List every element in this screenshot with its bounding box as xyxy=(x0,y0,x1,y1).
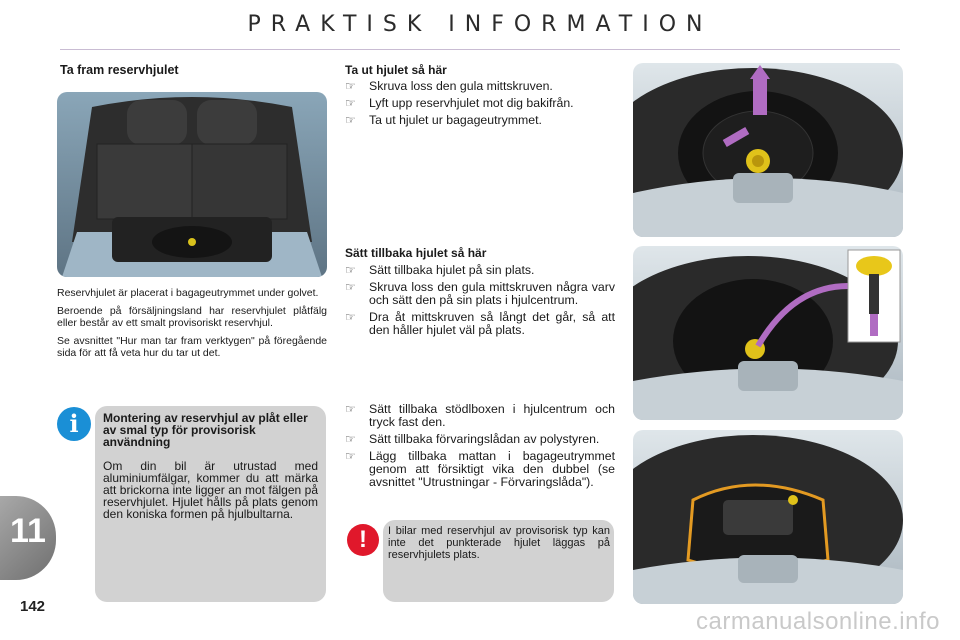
exclamation-icon: ! xyxy=(347,524,379,556)
watermark: carmanualsonline.info xyxy=(696,608,940,635)
pointing-hand-icon: ☞ xyxy=(345,263,356,277)
wheel-refit-photo xyxy=(633,246,903,420)
list-item: ☞ Dra åt mittskruven så långt det går, så att den håller hjulet väl på plats. xyxy=(345,310,615,337)
storage-box-photo xyxy=(633,430,903,604)
chapter-number: 11 xyxy=(10,512,46,550)
paragraph-variants: Beroende på försäljningsland har reservhjulet plåtfälg eller består av ett smalt provisoriskt reservhjul. xyxy=(57,305,327,329)
pointing-hand-icon: ☞ xyxy=(345,432,356,446)
pointing-hand-icon: ☞ xyxy=(345,449,356,463)
refit-steps-continued xyxy=(345,403,615,493)
pointing-hand-icon: ☞ xyxy=(345,402,356,416)
info-callout-title: Montering av reservhjul av plåt eller av smal typ för provisorisk användning xyxy=(103,411,308,449)
chapter-tab xyxy=(0,496,56,580)
header-divider xyxy=(60,49,900,50)
list-item: ☞ Sätt tillbaka hjulet på sin plats. xyxy=(345,263,535,277)
info-icon: i xyxy=(57,407,91,441)
list-item: ☞ Lyft upp reservhjulet mot dig bakifrån. xyxy=(345,96,574,110)
remove-steps xyxy=(345,80,615,131)
section-title-refit: Sätt tillbaka hjulet så här xyxy=(345,246,487,260)
spare-wheel-description xyxy=(57,287,327,365)
pointing-hand-icon: ☞ xyxy=(345,96,356,110)
pointing-hand-icon: ☞ xyxy=(345,310,356,324)
refit-steps xyxy=(345,264,615,341)
list-item: ☞ Skruva loss den gula mittskruven. xyxy=(345,79,553,93)
list-item: ☞ Sätt tillbaka stödlboxen i hjulcentrum och tryck fast den. xyxy=(345,402,615,429)
paragraph-reference: Se avsnittet "Hur man tar fram verktygen" på föregående sida för att få veta hur du tar ut det. xyxy=(57,335,327,359)
warning-callout-text: I bilar med reservhjul av provisorisk typ kan inte det punkterade hjulet läggas på reservhjulets plats. xyxy=(388,525,610,561)
info-callout xyxy=(95,406,326,602)
pointing-hand-icon: ☞ xyxy=(345,113,356,127)
paragraph-location: Reservhjulet är placerat i bagageutrymmet under golvet. xyxy=(57,287,319,299)
page-number: 142 xyxy=(20,598,46,615)
list-item: ☞ Ta ut hjulet ur bagageutrymmet. xyxy=(345,113,542,127)
warning-callout xyxy=(383,520,614,602)
trunk-photo xyxy=(57,92,327,277)
wheel-removal-photo xyxy=(633,63,903,237)
section-title-remove: Ta ut hjulet så här xyxy=(345,63,447,77)
section-title-spare-wheel: Ta fram reservhjulet xyxy=(60,63,179,77)
list-item: ☞ Skruva loss den gula mittskruven några varv och sätt den på sin plats i hjulcentrum. xyxy=(345,280,615,307)
list-item: ☞ Lägg tillbaka mattan i bagageutrymmet genom att försiktigt vika den dubbel (se avsnittet "Utrustningar - Förvaringslåda"). xyxy=(345,449,615,489)
pointing-hand-icon: ☞ xyxy=(345,280,356,294)
page-header xyxy=(0,0,960,52)
pointing-hand-icon: ☞ xyxy=(345,79,356,93)
page-title: PRAKTISK INFORMATION xyxy=(247,12,713,37)
list-item: ☞ Sätt tillbaka förvaringslådan av polystyren. xyxy=(345,432,600,446)
info-callout-text: Om din bil är utrustad med aluminiumfälgar, kommer du att märka att brickorna inte ligger an mot fälgen på reservhjulet. Hjulet hålls på plats genom den koniska formen på hjulbultarna. xyxy=(103,459,318,521)
